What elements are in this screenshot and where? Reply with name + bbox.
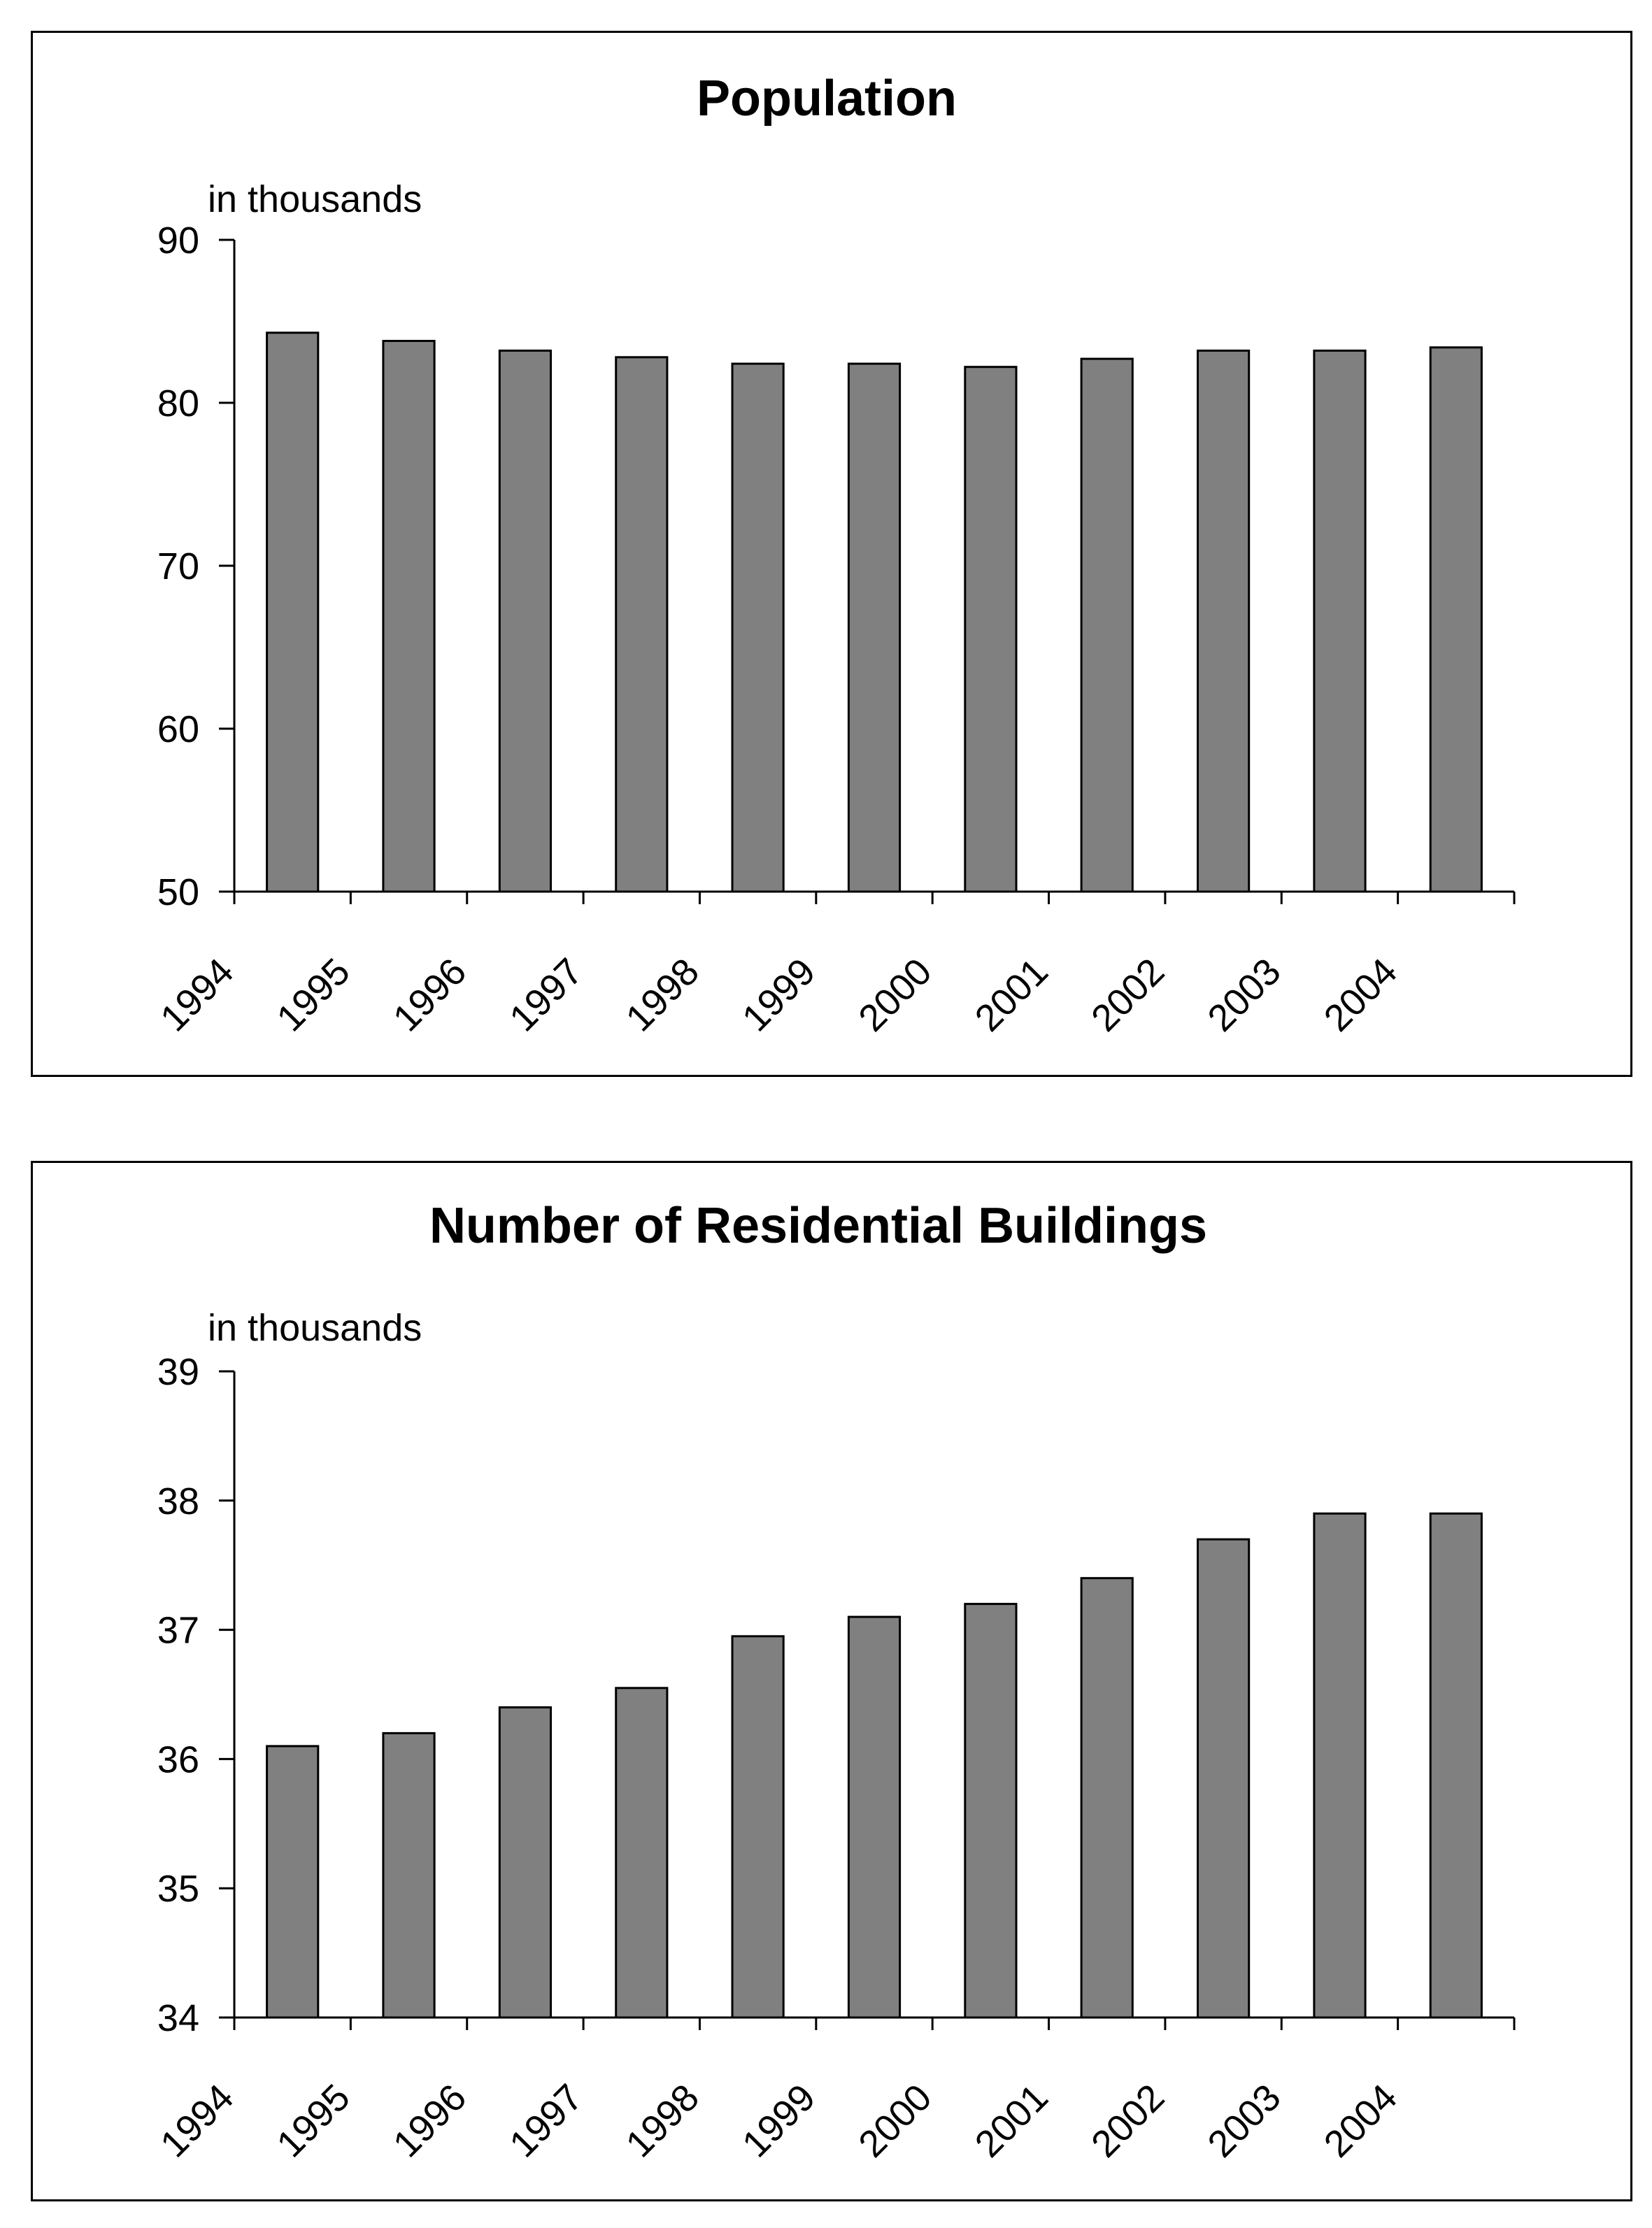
bar-1995 — [383, 1733, 434, 2018]
bar-2001 — [1081, 359, 1132, 892]
bar-1996 — [499, 350, 550, 892]
bar-2002 — [1198, 1539, 1249, 2018]
x-tick-label: 2002 — [1083, 2076, 1173, 2166]
y-tick-label: 70 — [157, 545, 199, 587]
bar-1999 — [848, 364, 899, 892]
bar-1994 — [267, 1746, 318, 2018]
x-tick-label: 1994 — [152, 2076, 242, 2166]
x-tick-label: 2003 — [1199, 950, 1289, 1040]
x-tick-label: 2000 — [850, 950, 940, 1040]
x-tick-label: 1996 — [385, 950, 475, 1040]
bar-2004 — [1430, 1513, 1481, 2018]
x-tick-label: 1996 — [385, 2076, 475, 2166]
x-tick-label: 2000 — [850, 2076, 940, 2166]
y-axis-unit-label: in thousands — [208, 178, 422, 220]
chart-title: Population — [697, 71, 957, 127]
bar-2004 — [1430, 348, 1481, 892]
y-tick-label: 50 — [157, 871, 199, 913]
residential-buildings-chart-panel — [31, 1161, 1632, 2201]
bar-1994 — [267, 333, 318, 892]
population-chart — [33, 33, 1630, 1075]
bar-1999 — [848, 1617, 899, 2018]
x-tick-label: 1995 — [269, 2076, 358, 2166]
y-tick-label: 90 — [157, 220, 199, 262]
x-tick-label: 1998 — [618, 950, 707, 1040]
x-tick-label: 1998 — [618, 2076, 707, 2166]
y-tick-label: 38 — [157, 1480, 199, 1522]
x-tick-label: 1994 — [152, 950, 242, 1040]
bar-2002 — [1198, 350, 1249, 892]
chart-title: Number of Residential Buildings — [429, 1198, 1208, 1254]
residential-buildings-chart — [33, 1163, 1630, 2205]
bar-1997 — [616, 357, 667, 892]
x-tick-label: 2002 — [1083, 950, 1173, 1040]
x-tick-label: 2004 — [1316, 2076, 1406, 2166]
x-tick-label: 1999 — [734, 2076, 824, 2166]
bar-2001 — [1081, 1578, 1132, 2018]
bar-2003 — [1314, 1513, 1365, 2018]
bar-1996 — [499, 1708, 550, 2018]
y-tick-label: 37 — [157, 1609, 199, 1652]
x-tick-label: 2004 — [1316, 950, 1406, 1040]
x-tick-label: 1995 — [269, 950, 358, 1040]
x-tick-label: 2001 — [967, 2076, 1057, 2166]
x-tick-label: 2001 — [967, 950, 1057, 1040]
x-tick-label: 1997 — [501, 2076, 591, 2166]
bar-2000 — [965, 367, 1016, 892]
y-tick-label: 39 — [157, 1351, 199, 1393]
x-tick-label: 1999 — [734, 950, 824, 1040]
y-tick-label: 60 — [157, 708, 199, 750]
plot-area — [152, 220, 1514, 1039]
bar-2000 — [965, 1604, 1016, 2018]
population-chart-panel — [31, 31, 1632, 1077]
y-tick-label: 34 — [157, 1997, 199, 2039]
bar-2003 — [1314, 350, 1365, 892]
y-tick-label: 36 — [157, 1738, 199, 1781]
bar-1998 — [732, 364, 783, 892]
bar-1997 — [616, 1688, 667, 2018]
bar-1995 — [383, 341, 434, 892]
y-axis-unit-label: in thousands — [208, 1307, 422, 1349]
plot-area — [152, 1351, 1514, 2165]
x-tick-label: 2003 — [1199, 2076, 1289, 2166]
bar-1998 — [732, 1636, 783, 2018]
y-tick-label: 80 — [157, 383, 199, 424]
x-tick-label: 1997 — [501, 950, 591, 1040]
y-tick-label: 35 — [157, 1868, 199, 1911]
